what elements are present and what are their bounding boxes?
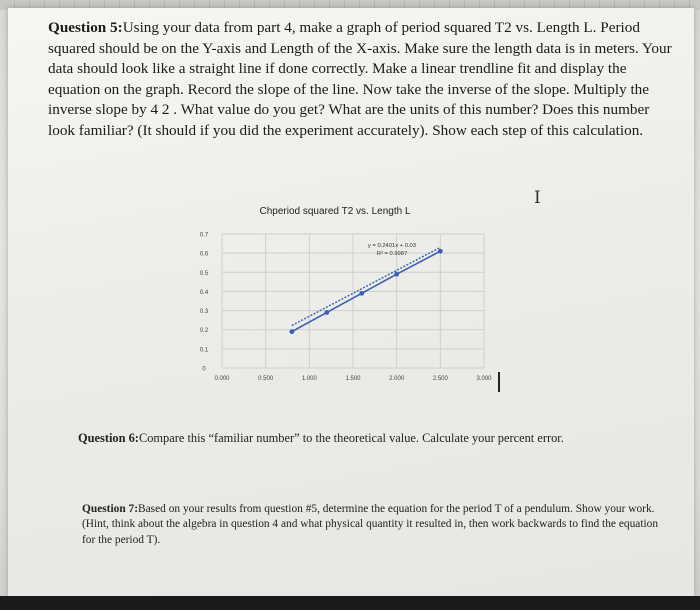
x-tick-label: 1.000 [301, 376, 317, 382]
trendline-equation: y = 0.2401x + 0.03 [367, 243, 417, 249]
question-6 [78, 430, 658, 447]
text-cursor-icon: I [534, 188, 541, 208]
x-tick-label: 3.000 [476, 376, 492, 382]
question-7-label: Question 7: [82, 503, 139, 515]
x-tick-label: 1.500 [345, 376, 361, 382]
x-tick-label: 0.500 [258, 376, 274, 382]
y-tick-label: 0.5 [199, 270, 209, 277]
data-point [394, 272, 399, 277]
y-tick-label: 0.1 [199, 347, 209, 354]
r-squared-label: R² = 0.9987 [376, 251, 408, 257]
question-6-text: Compare this “familiar number” to the theoretical value. Calculate your percent error. [138, 431, 564, 445]
x-tick-label: 2.000 [389, 376, 405, 382]
question-5-text: Using your data from part 4, make a graph of period squared T2 vs. Length L. Period squared should be on the Y-axis and Length of the X-axis. Make sure the length data is in meters. Your data should look like a straight line if done correctly. Make a linear trendline fit and display the equation on the graph. Record the slope of the line. Now take the inverse of the slope. Multiply the inverse slope by 4 2 . What value do you get? What are the units of this number? Does this number look familiar? (It should if you did the experiment accurately). Show each step of this calculation. [48, 19, 672, 139]
question-7 [82, 502, 662, 548]
bottom-bar [0, 596, 700, 610]
trendline [292, 247, 440, 325]
x-tick-label: 0.000 [214, 376, 230, 382]
data-point [438, 249, 443, 254]
y-tick-label: 0.6 [199, 251, 209, 258]
data-point [324, 310, 329, 315]
vertical-mark [498, 372, 500, 392]
y-tick-label: 0.2 [199, 328, 209, 335]
question-7-text: Based on your results from question #5, determine the equation for the period T of a pendulum. Show your work. (Hint, think about the algebra in question 4 and what physical quantity it resulted in, then work backwards to find the equation for the period T). [82, 503, 659, 546]
chart-title: Chperiod squared T2 vs. Length L [259, 206, 411, 217]
data-point [289, 329, 294, 334]
question-5-label: Question 5: [48, 19, 123, 36]
question-6-label: Question 6: [78, 431, 139, 445]
y-tick-label: 0.7 [199, 232, 209, 239]
x-tick-label: 2.500 [432, 376, 448, 382]
y-tick-label: 0 [202, 366, 206, 373]
data-point [359, 291, 364, 296]
y-tick-label: 0.3 [199, 309, 209, 316]
y-tick-label: 0.4 [199, 289, 209, 296]
